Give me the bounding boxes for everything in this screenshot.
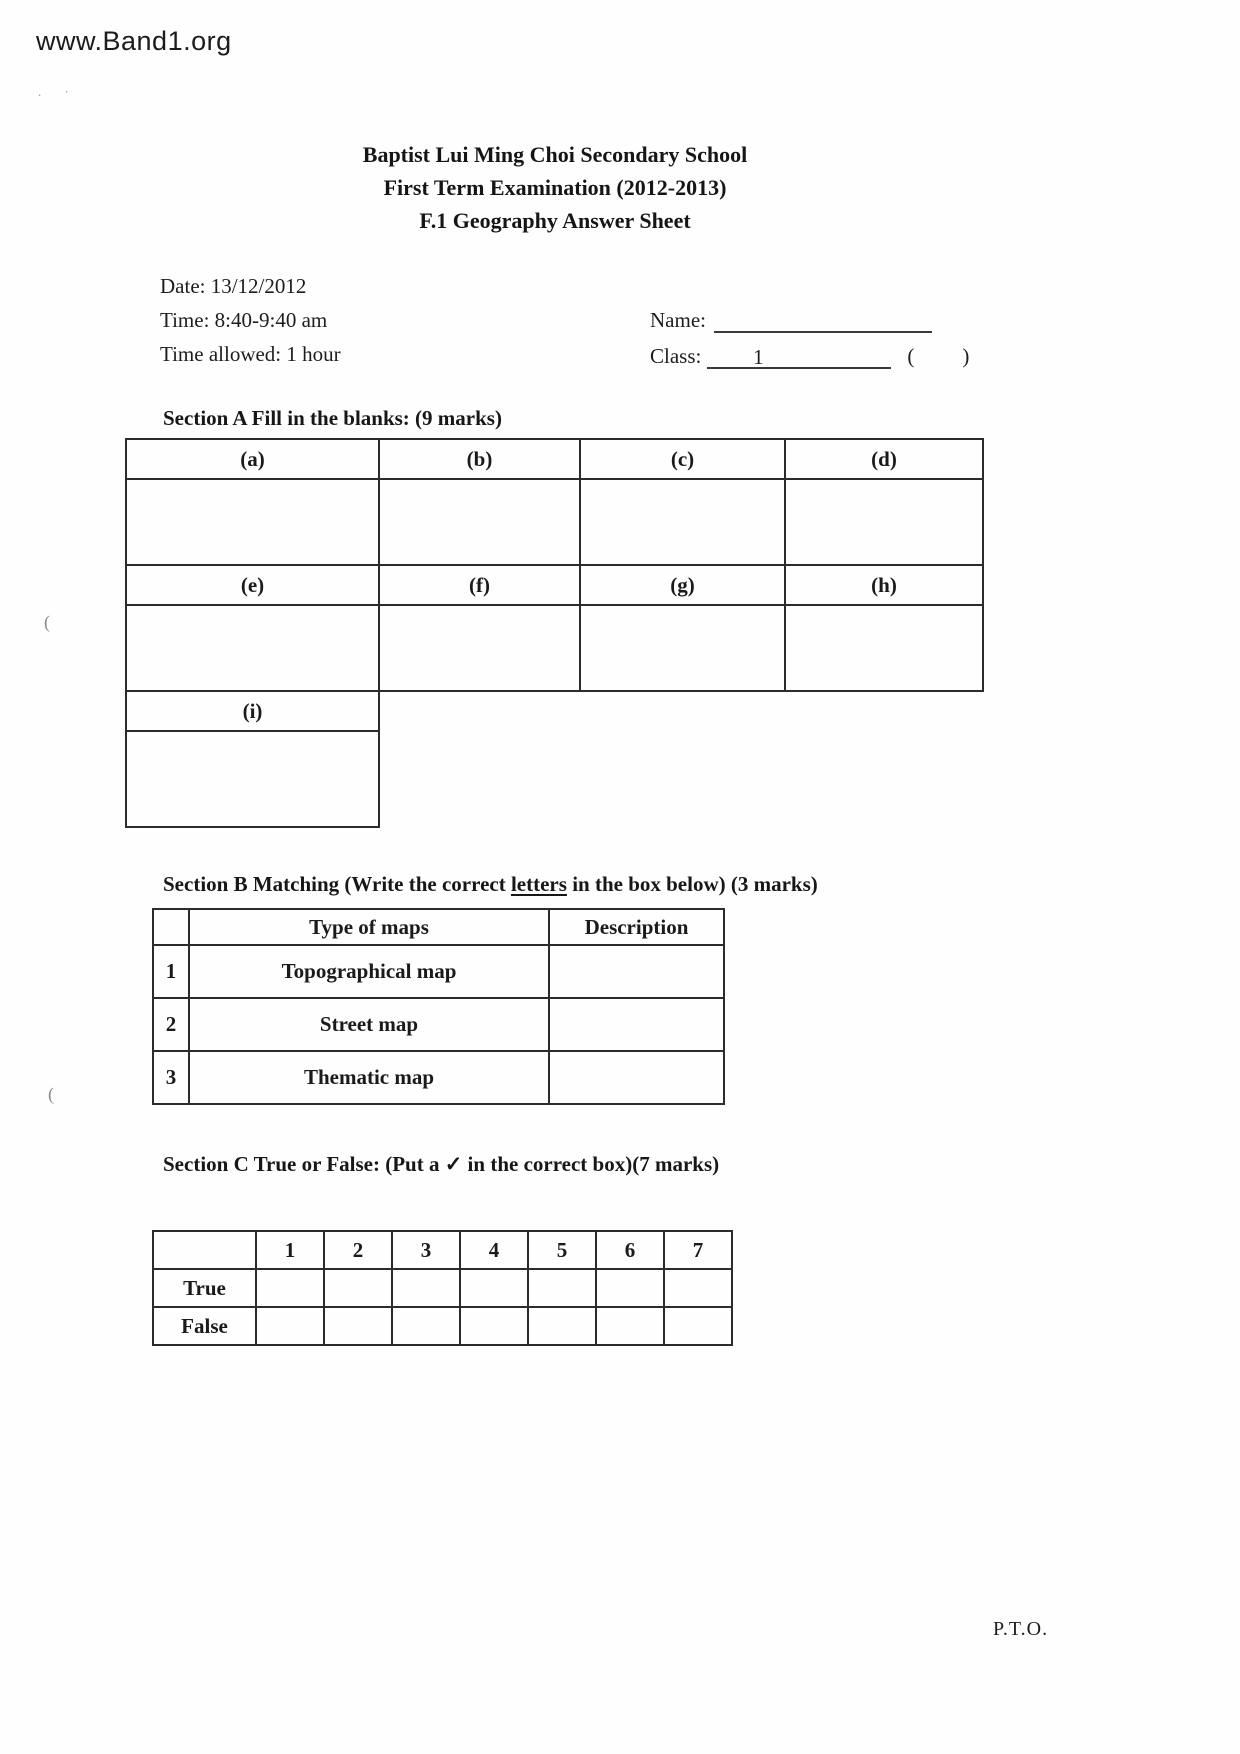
section-b-header-row <box>153 909 724 945</box>
date-line: Date: 13/12/2012 <box>160 274 307 298</box>
section-a-answer-b <box>379 479 580 565</box>
section-a-label-f: (f) <box>379 565 580 605</box>
class-line <box>650 344 969 369</box>
section-a-label-g: (g) <box>580 565 785 605</box>
section-a-label-h: (h) <box>785 565 983 605</box>
section-c-true-cell <box>596 1269 664 1307</box>
section-c-heading: Section C True or False: (Put a ✓ in the correct box)(7 marks) <box>163 1152 720 1176</box>
scan-artifact: . · <box>38 84 79 99</box>
section-c-col-2: 2 <box>324 1231 392 1269</box>
section-a-answer-row-2 <box>126 605 983 691</box>
name-label: Name: <box>650 308 706 332</box>
section-a-table-i <box>125 690 380 828</box>
document-title-block <box>160 138 950 237</box>
section-a-header-row-1 <box>126 439 983 479</box>
section-c-col-6: 6 <box>596 1231 664 1269</box>
section-c-false-cell <box>664 1307 732 1345</box>
section-c-col-5: 5 <box>528 1231 596 1269</box>
class-blank-line <box>773 345 891 369</box>
section-c-header-row <box>153 1231 732 1269</box>
section-b-row-3 <box>153 1051 724 1104</box>
time-line: Time: 8:40-9:40 am <box>160 308 328 332</box>
section-b-row-number: 3 <box>153 1051 189 1104</box>
section-c-false-label: False <box>153 1307 256 1345</box>
school-name: Baptist Lui Ming Choi Secondary School <box>362 142 748 167</box>
section-c-true-cell <box>528 1269 596 1307</box>
section-b-heading: Section B Matching (Write the correct letters in the box below) (3 marks) <box>163 872 818 896</box>
section-b-col-type: Type of maps <box>189 909 549 945</box>
section-c-true-cell <box>324 1269 392 1307</box>
class-label: Class: <box>650 344 702 368</box>
section-a-answer-a <box>126 479 379 565</box>
underlined-word-letters: letters <box>510 872 567 896</box>
section-a-table <box>125 438 984 692</box>
section-b-answer-cell <box>549 945 724 998</box>
page-turn-over-note: P.T.O. <box>993 1618 1049 1640</box>
time-allowed-line: Time allowed: 1 hour <box>160 342 341 366</box>
section-a-answer-e <box>126 605 379 691</box>
class-number-parens: ( ) <box>907 344 970 368</box>
section-a-label-b: (b) <box>379 439 580 479</box>
section-a-answer-d <box>785 479 983 565</box>
section-b-row-1 <box>153 945 724 998</box>
section-c-false-cell <box>324 1307 392 1345</box>
section-b-map-type: Street map <box>189 998 549 1051</box>
class-value: 1 <box>743 345 773 369</box>
section-c-col-3: 3 <box>392 1231 460 1269</box>
section-a-answer-h <box>785 605 983 691</box>
section-c-true-cell <box>392 1269 460 1307</box>
section-b-map-type: Thematic map <box>189 1051 549 1104</box>
section-b-answer-cell <box>549 1051 724 1104</box>
section-a-header-row-2 <box>126 565 983 605</box>
section-a-label-e: (e) <box>126 565 379 605</box>
section-c-false-cell <box>460 1307 528 1345</box>
scan-artifact: ( <box>44 612 50 632</box>
section-c-false-row <box>153 1307 732 1345</box>
section-c-col-4: 4 <box>460 1231 528 1269</box>
scan-artifact: ( <box>48 1084 54 1104</box>
section-a-answer-i <box>126 731 379 827</box>
name-line <box>650 308 932 333</box>
section-c-true-cell <box>256 1269 324 1307</box>
site-watermark: www.Band1.org <box>36 26 232 56</box>
section-a-answer-g <box>580 605 785 691</box>
section-c-col-1: 1 <box>256 1231 324 1269</box>
name-blank-line <box>714 309 932 333</box>
section-a-answer-row-1 <box>126 479 983 565</box>
section-c-false-cell <box>392 1307 460 1345</box>
section-b-corner-cell <box>153 909 189 945</box>
section-a-label-i: (i) <box>126 691 379 731</box>
section-b-row-number: 2 <box>153 998 189 1051</box>
section-c-true-row <box>153 1269 732 1307</box>
section-a-label-d: (d) <box>785 439 983 479</box>
section-b-row-number: 1 <box>153 945 189 998</box>
section-c-true-cell <box>460 1269 528 1307</box>
section-c-table <box>152 1230 733 1346</box>
section-a-answer-c <box>580 479 785 565</box>
section-b-table <box>152 908 725 1105</box>
exam-title: First Term Examination (2012-2013) <box>383 175 727 200</box>
section-b-map-type: Topographical map <box>189 945 549 998</box>
section-b-col-desc: Description <box>549 909 724 945</box>
section-c-false-cell <box>596 1307 664 1345</box>
section-a-header-row-3 <box>126 691 379 731</box>
class-blank-line <box>707 345 743 369</box>
section-a-label-c: (c) <box>580 439 785 479</box>
section-a-answer-f <box>379 605 580 691</box>
section-c-col-7: 7 <box>664 1231 732 1269</box>
section-b-answer-cell <box>549 998 724 1051</box>
section-b-row-2 <box>153 998 724 1051</box>
section-c-true-cell <box>664 1269 732 1307</box>
section-a-heading: Section A Fill in the blanks: (9 marks) <box>163 406 502 430</box>
section-a-answer-row-3 <box>126 731 379 827</box>
section-c-false-cell <box>528 1307 596 1345</box>
section-c-true-label: True <box>153 1269 256 1307</box>
section-a-label-a: (a) <box>126 439 379 479</box>
sheet-title: F.1 Geography Answer Sheet <box>419 208 691 233</box>
section-c-false-cell <box>256 1307 324 1345</box>
section-c-corner-cell <box>153 1231 256 1269</box>
